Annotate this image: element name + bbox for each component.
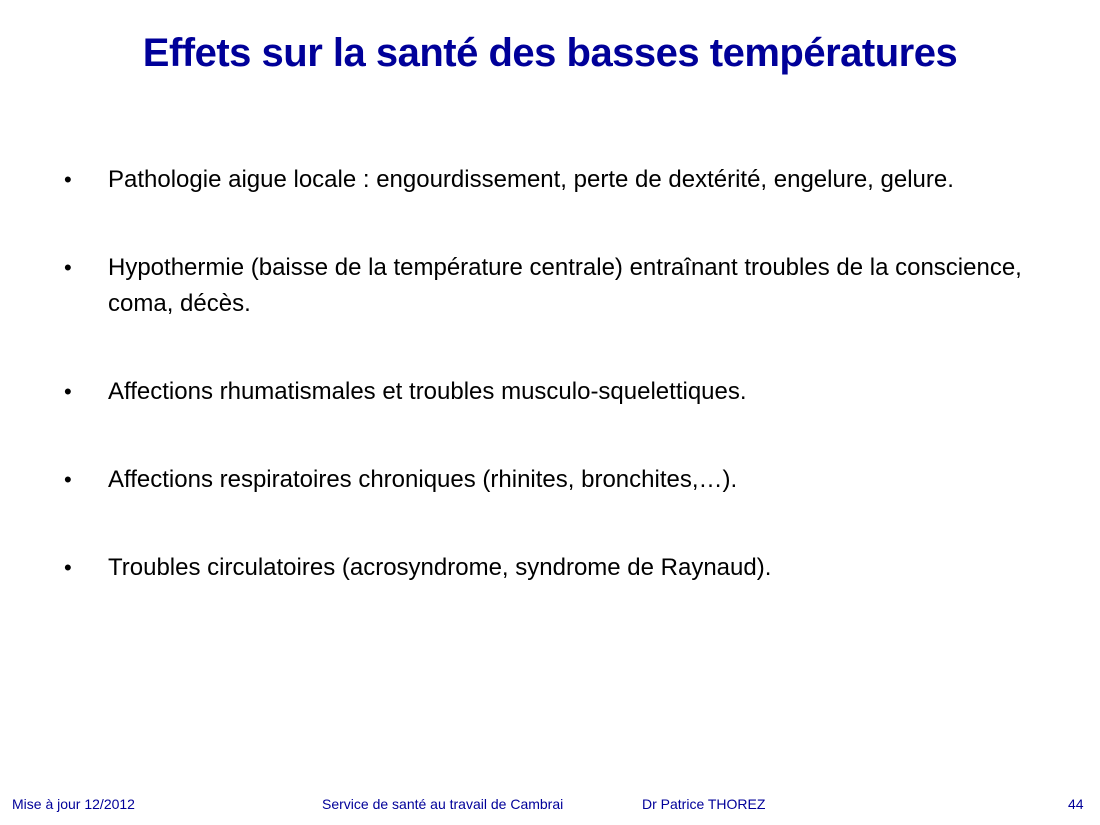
page-number: 44 [1068,796,1084,812]
footer-service: Service de santé au travail de Cambrai [322,796,564,812]
bullet-item-3 [62,374,1042,410]
bullet-text: Troubles circulatoires (acrosyndrome, syndrome de Raynaud). [108,554,772,581]
bullet-text: Affections respiratoires chroniques (rhinites, bronchites,…). [108,466,738,493]
bullet-dot-icon: • [64,379,72,404]
bullet-item-1 [62,162,1042,198]
bullet-text: Hypothermie (baisse de la température centrale) entraînant troubles de la conscience, coma, décès. [108,254,1022,317]
bullet-item-5 [62,550,1042,586]
slide-title: Effets sur la santé des basses températures [142,31,958,75]
bullet-text: Affections rhumatismales et troubles musculo-squelettiques. [108,378,747,405]
bullet-text: Pathologie aigue locale : engourdissement, perte de dextérité, engelure, gelure. [108,166,954,193]
bullet-item-4 [62,462,1042,498]
bullet-item-2 [62,250,1042,322]
bullet-dot-icon: • [64,255,72,280]
bullet-dot-icon: • [64,167,72,192]
footer-author: Dr Patrice THOREZ [642,796,766,812]
footer-date: Mise à jour 12/2012 [12,796,135,812]
bullet-list [62,162,1042,638]
bullet-dot-icon: • [64,555,72,580]
bullet-dot-icon: • [64,467,72,492]
